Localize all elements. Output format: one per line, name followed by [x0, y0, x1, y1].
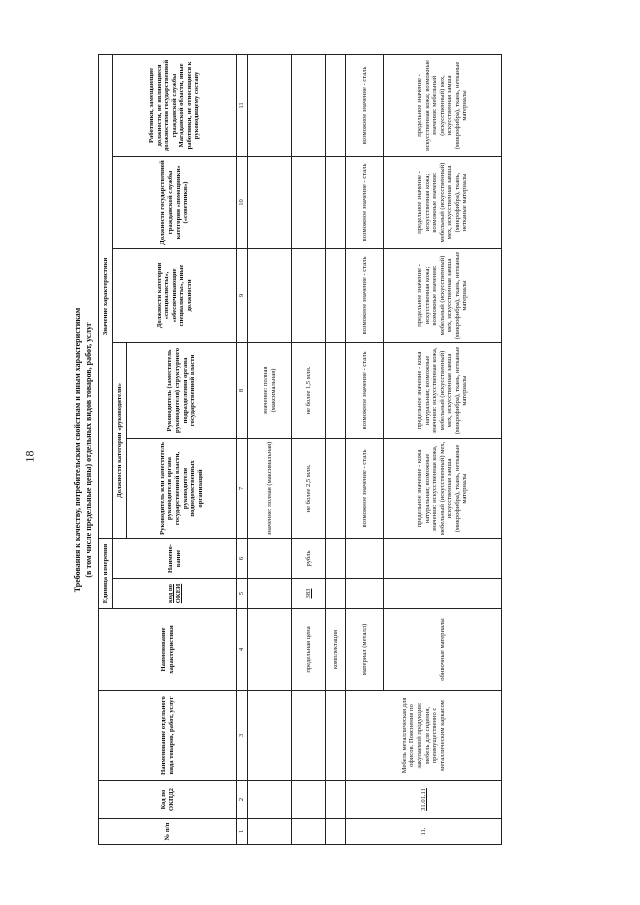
- table-cell: [292, 781, 326, 819]
- table-cell: [248, 609, 292, 691]
- col-number: 4: [237, 609, 248, 691]
- table-cell: [248, 156, 292, 248]
- header-unit-name: Наимено-вание: [113, 538, 237, 578]
- table-cell: 383: [292, 579, 326, 609]
- table-cell: материал (металл): [346, 609, 384, 691]
- header-col7: Руководитель или заместитель руководителя органа государственной власти, руководители подведомственных организаций: [127, 438, 237, 538]
- title-line-1: Требования к качеству, потребительским свойствам и иным характеристикам: [73, 307, 82, 593]
- header-col11: Работники, замещающие должности, не являющиеся должностями государственной гражданской службы Магаданской области, иные работники, не относящиеся к руководящему составу: [113, 54, 237, 156]
- header-col10: Должности государственной гражданской службы категории «помощники» («советники»): [113, 156, 237, 248]
- table-cell: не более 2,5 млн.: [292, 438, 326, 538]
- table-cell: [248, 54, 292, 156]
- table-cell: [248, 819, 292, 845]
- table-cell: значение: полная (максимальная): [248, 342, 292, 438]
- table-cell: [292, 819, 326, 845]
- table-cell: [326, 691, 346, 781]
- header-char-name: Наименование характеристики: [99, 609, 237, 691]
- col-number: 1: [237, 819, 248, 845]
- table-cell: [384, 579, 502, 609]
- table-cell: возможное значение - сталь: [346, 54, 384, 156]
- table-cell: [326, 579, 346, 609]
- table-cell: [326, 342, 346, 438]
- item-number: 11.: [346, 819, 502, 845]
- table-cell: [326, 781, 346, 819]
- item-name: Мебель металлическая для офисов. Пояснения по закупаемой продукции: мебель для сидения, преимущественно с металлическим каркасом: [346, 691, 502, 781]
- title-line-2: (в том числе предельные цены) отдельных видов товаров, работ, услуг: [84, 322, 93, 578]
- table-cell: [326, 54, 346, 156]
- header-unit-group: Единица измерения: [99, 538, 113, 608]
- table-cell: предельное значение - кожа натуральная; возможные значения: искусственная кожа, мебельный (искусственный) мех, искусственная замша (микрофибра), ткань, нетканые материалы: [384, 438, 502, 538]
- table-cell: возможное значение - сталь: [346, 248, 384, 342]
- col-number: 7: [237, 438, 248, 538]
- col-number: 8: [237, 342, 248, 438]
- table-cell: рубль: [292, 538, 326, 578]
- table-cell: предельное значение - искусственная кожа; возможные значения: мебельный (искусственный) мех, искусственная замша (микрофибра), ткань, нетканые материалы: [384, 156, 502, 248]
- requirements-table: [98, 54, 502, 845]
- table-cell: [326, 819, 346, 845]
- table-cell: [346, 538, 384, 578]
- table-cell: [292, 156, 326, 248]
- table-title: [72, 55, 94, 845]
- table-cell: [326, 438, 346, 538]
- col-number: 3: [237, 691, 248, 781]
- table-cell: [248, 579, 292, 609]
- table-cell: [248, 538, 292, 578]
- table-cell: [326, 248, 346, 342]
- table-cell: [248, 781, 292, 819]
- table-cell: [292, 54, 326, 156]
- table-cell: предельное значение - кожа натуральная; возможные значения: искусственная кожа, мебельный (искусственный) мех, искусственная замша (микрофибра), ткань, нетканые материалы: [384, 342, 502, 438]
- table-cell: возможное значение - сталь: [346, 438, 384, 538]
- item-okpd-code: 31.01.11: [346, 781, 502, 819]
- table-cell: [346, 579, 384, 609]
- col-number: 6: [237, 538, 248, 578]
- table-cell: предельная цена: [292, 609, 326, 691]
- table-cell: [248, 248, 292, 342]
- header-col8: Руководитель (заместитель руководителя) структурного подразделения органа государственной власти: [127, 342, 237, 438]
- table-cell: [326, 156, 346, 248]
- header-value-group: Значение характеристики: [99, 54, 113, 538]
- table-cell: возможное значение - сталь: [346, 342, 384, 438]
- col-number: 11: [237, 54, 248, 156]
- table-cell: предельное значение - искусственная кожа; возможные значения: мебельный (искусственный) мех, искусственная замша (микрофибра), ткань, нетканые материалы: [384, 54, 502, 156]
- table-cell: [326, 538, 346, 578]
- col-number: 5: [237, 579, 248, 609]
- col-number: 2: [237, 781, 248, 819]
- col-number: 10: [237, 156, 248, 248]
- table-cell: не более 1,5 млн.: [292, 342, 326, 438]
- col-number: 9: [237, 248, 248, 342]
- header-name: Наименование отдельного вида товаров, работ, услуг: [99, 691, 237, 781]
- table-cell: возможное значение - сталь: [346, 156, 384, 248]
- header-okei: код по ОКЕИ: [113, 579, 237, 609]
- table-cell: обивочные материалы: [384, 609, 502, 691]
- page-number: 18: [22, 450, 37, 463]
- table-cell: [292, 691, 326, 781]
- table-cell: [292, 248, 326, 342]
- header-num: № п/п: [99, 819, 237, 845]
- table-cell: [248, 691, 292, 781]
- header-okpd: Код по ОКПД2: [99, 781, 237, 819]
- header-head-group: Должности категории «руководители»: [113, 342, 127, 538]
- table-cell: предельное значение - искусственная кожа; возможные значения: мебельный (искусственный) мех, искусственная замша (микрофибра), ткань, нетканые материалы: [384, 248, 502, 342]
- table-cell: [384, 538, 502, 578]
- table-cell: значение: полная (максимальная): [248, 438, 292, 538]
- table-cell: комплектация: [326, 609, 346, 691]
- header-col9: Должности категории «специалисты», «обеспечивающие специалисты», иные должности: [113, 248, 237, 342]
